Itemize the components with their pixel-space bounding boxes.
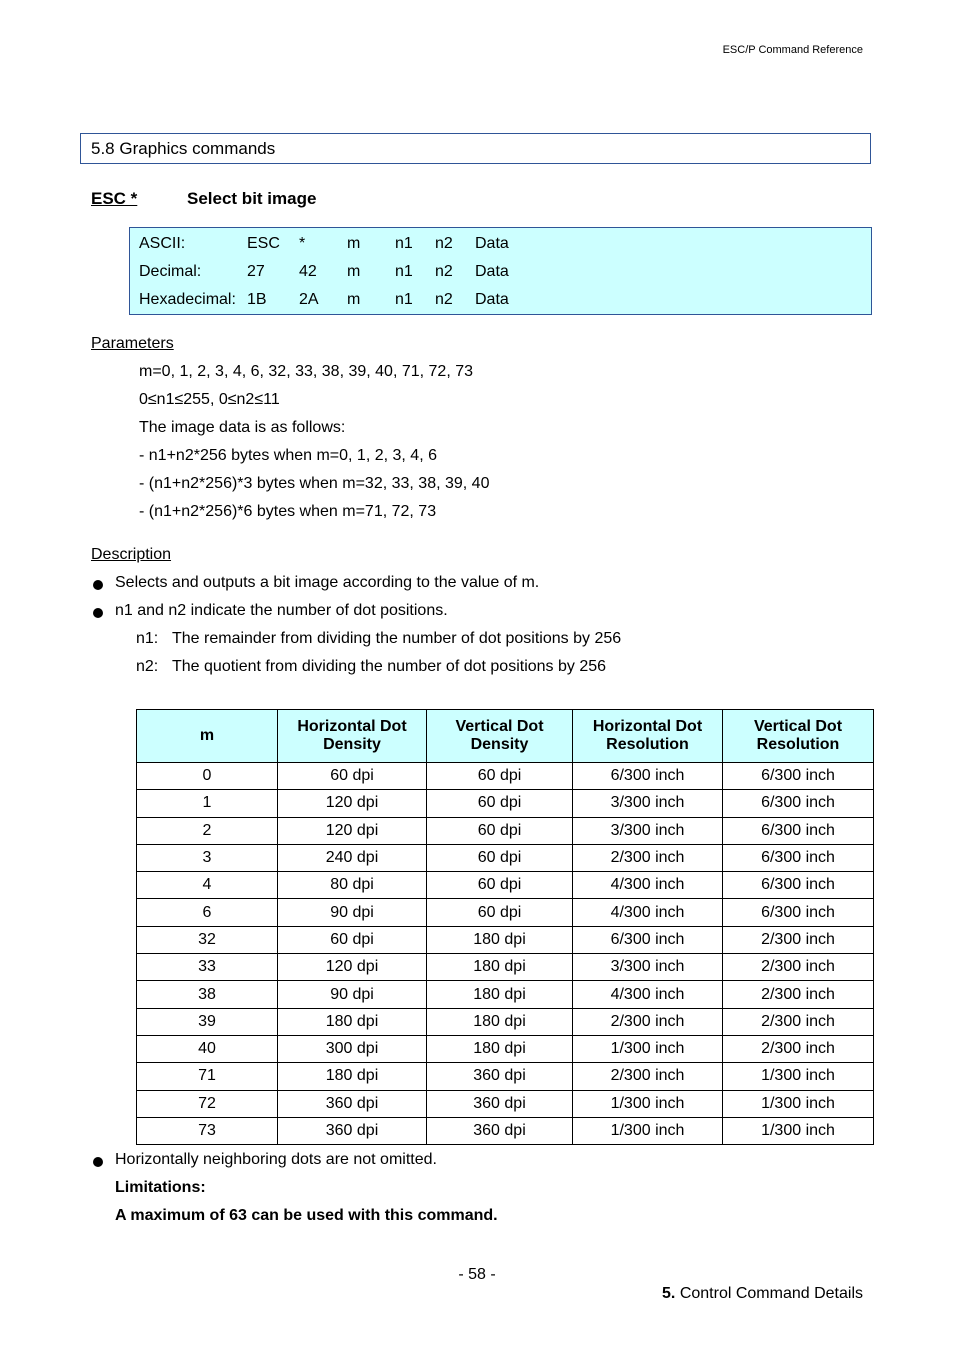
table-cell: 240 dpi: [278, 844, 427, 871]
table-cell: 360 dpi: [278, 1117, 427, 1144]
code-byte: n2: [435, 291, 453, 308]
table-row: [137, 926, 874, 953]
column-header: [278, 710, 427, 763]
code-label: Decimal:: [139, 263, 202, 280]
table-cell: 1/300 inch: [723, 1063, 874, 1090]
parameters-heading: Parameters: [91, 335, 174, 352]
running-header: ESC/P Command Reference: [722, 44, 863, 56]
code-row-hex: [130, 286, 871, 314]
table-cell: 40: [137, 1035, 278, 1062]
table-row: [137, 844, 874, 871]
table-cell: 6/300 inch: [723, 763, 874, 790]
command-name: Select bit image: [187, 189, 317, 208]
table-cell: 6/300 inch: [573, 926, 723, 953]
table-cell: 180 dpi: [427, 954, 573, 981]
table-cell: 180 dpi: [427, 1008, 573, 1035]
code-label: ASCII:: [139, 235, 186, 252]
table-cell: 300 dpi: [278, 1035, 427, 1062]
table-cell: 6/300 inch: [723, 899, 874, 926]
table-row: [137, 1035, 874, 1062]
table-cell: 120 dpi: [278, 790, 427, 817]
limitations-text: A maximum of 63 can be used with this command.: [115, 1207, 498, 1224]
table-header-row: [137, 710, 874, 763]
limitations-heading: Limitations:: [115, 1179, 206, 1196]
table-cell: 1/300 inch: [723, 1117, 874, 1144]
table-cell: 180 dpi: [278, 1008, 427, 1035]
table-cell: 180 dpi: [278, 1063, 427, 1090]
code-byte: n2: [435, 263, 453, 280]
code-byte: m: [347, 263, 361, 280]
table-cell: 6/300 inch: [723, 817, 874, 844]
table-cell: 0: [137, 763, 278, 790]
code-byte: Data: [475, 291, 509, 308]
column-header-label: Vertical Dot Density: [455, 718, 544, 753]
table-cell: 80 dpi: [278, 872, 427, 899]
table-row: [137, 872, 874, 899]
table-cell: 60 dpi: [427, 899, 573, 926]
code-byte: n2: [435, 235, 453, 252]
code-row-decimal: [130, 258, 871, 286]
table-cell: 90 dpi: [278, 981, 427, 1008]
code-byte: n1: [395, 235, 413, 252]
table-cell: 60 dpi: [427, 817, 573, 844]
table-cell: 4/300 inch: [573, 899, 723, 926]
table-cell: 3/300 inch: [573, 790, 723, 817]
table-cell: 33: [137, 954, 278, 981]
table-cell: 3/300 inch: [573, 954, 723, 981]
parameter-line: 0≤n1≤255, 0≤n2≤11: [139, 391, 280, 408]
code-byte: *: [299, 235, 306, 252]
table-cell: 1/300 inch: [723, 1090, 874, 1117]
section-title: 5.8 Graphics commands: [80, 133, 871, 164]
table-row: [137, 1090, 874, 1117]
code-byte: m: [347, 235, 361, 252]
code-byte: 2A: [299, 291, 319, 308]
command-code-box: [129, 227, 872, 315]
table-cell: 60 dpi: [427, 790, 573, 817]
column-header-label: Vertical Dot Resolution: [753, 718, 843, 753]
table-cell: 3/300 inch: [573, 817, 723, 844]
code-byte: Data: [475, 263, 509, 280]
code-byte: ESC: [247, 235, 280, 252]
dot-density-table: [136, 709, 874, 1145]
page-number: - 58 -: [458, 1266, 496, 1283]
code-byte: m: [347, 291, 361, 308]
table-cell: 60 dpi: [278, 926, 427, 953]
table-cell: 1/300 inch: [573, 1117, 723, 1144]
column-header: [573, 710, 723, 763]
table-cell: 120 dpi: [278, 817, 427, 844]
table-cell: 2/300 inch: [723, 926, 874, 953]
column-header-label: Horizontal Dot Resolution: [592, 718, 703, 753]
column-header: [137, 710, 278, 763]
chapter-footer: [662, 1285, 863, 1303]
code-byte: Data: [475, 235, 509, 252]
table-cell: 60 dpi: [427, 844, 573, 871]
table-cell: 6/300 inch: [723, 844, 874, 871]
n2-text: The quotient from dividing the number of dot positions by 256: [172, 658, 607, 675]
table-row: [137, 790, 874, 817]
column-header-label: m: [199, 727, 215, 744]
table-cell: 2: [137, 817, 278, 844]
table-cell: 72: [137, 1090, 278, 1117]
table-row: [137, 763, 874, 790]
n1-label: n1:: [136, 630, 159, 647]
n2-label: n2:: [136, 658, 159, 675]
table-cell: 180 dpi: [427, 926, 573, 953]
parameter-line: - n1+n2*256 bytes when m=0, 1, 2, 3, 4, 6: [139, 447, 437, 464]
table-cell: 73: [137, 1117, 278, 1144]
code-byte: n1: [395, 291, 413, 308]
table-cell: 60 dpi: [427, 763, 573, 790]
column-header: [723, 710, 874, 763]
table-cell: 90 dpi: [278, 899, 427, 926]
table-cell: 4/300 inch: [573, 981, 723, 1008]
table-cell: 120 dpi: [278, 954, 427, 981]
description-bullet: n1 and n2 indicate the number of dot positions.: [115, 602, 448, 619]
table-cell: 360 dpi: [427, 1063, 573, 1090]
table-cell: 180 dpi: [427, 1035, 573, 1062]
table-cell: 2/300 inch: [573, 844, 723, 871]
table-cell: 2/300 inch: [573, 1008, 723, 1035]
table-cell: 360 dpi: [278, 1090, 427, 1117]
table-cell: 1/300 inch: [573, 1035, 723, 1062]
table-cell: 3: [137, 844, 278, 871]
table-cell: 2/300 inch: [723, 1008, 874, 1035]
table-cell: 2/300 inch: [723, 954, 874, 981]
table-row: [137, 817, 874, 844]
table-cell: 6/300 inch: [723, 790, 874, 817]
table-cell: 71: [137, 1063, 278, 1090]
parameter-line: - (n1+n2*256)*3 bytes when m=32, 33, 38, 39, 40: [139, 475, 490, 492]
code-byte: 42: [299, 263, 317, 280]
parameter-line: m=0, 1, 2, 3, 4, 6, 32, 33, 38, 39, 40, 71, 72, 73: [139, 363, 474, 380]
table-cell: 360 dpi: [427, 1090, 573, 1117]
table-cell: 38: [137, 981, 278, 1008]
n1-text: The remainder from dividing the number of dot positions by 256: [172, 630, 622, 647]
table-cell: 32: [137, 926, 278, 953]
parameter-line: - (n1+n2*256)*6 bytes when m=71, 72, 73: [139, 503, 437, 520]
table-cell: 1/300 inch: [573, 1090, 723, 1117]
description-bullet: Selects and outputs a bit image according to the value of m.: [115, 574, 540, 591]
chapter-title: Control Command Details: [679, 1285, 863, 1302]
table-cell: 2/300 inch: [573, 1063, 723, 1090]
parameter-line: The image data is as follows:: [139, 419, 346, 436]
table-body: [137, 763, 874, 1145]
code-label: Hexadecimal:: [139, 291, 236, 308]
table-cell: 180 dpi: [427, 981, 573, 1008]
code-row-ascii: [130, 230, 871, 258]
note-bullet: Horizontally neighboring dots are not omitted.: [115, 1151, 437, 1168]
command-title: [91, 189, 317, 209]
table-row: [137, 1063, 874, 1090]
table-row: [137, 1008, 874, 1035]
column-header-label: Horizontal Dot Density: [297, 718, 407, 753]
table-cell: 4: [137, 872, 278, 899]
table-cell: 360 dpi: [427, 1117, 573, 1144]
description-heading: Description: [91, 546, 172, 563]
table-row: [137, 1117, 874, 1144]
table-cell: 6/300 inch: [723, 872, 874, 899]
code-byte: 1B: [247, 291, 267, 308]
table-cell: 60 dpi: [427, 872, 573, 899]
command-code: ESC *: [91, 189, 138, 208]
chapter-number: 5.: [662, 1285, 676, 1302]
code-byte: n1: [395, 263, 413, 280]
table-cell: 6/300 inch: [573, 763, 723, 790]
table-cell: 4/300 inch: [573, 872, 723, 899]
table-cell: 39: [137, 1008, 278, 1035]
code-byte: 27: [247, 263, 265, 280]
table-row: [137, 981, 874, 1008]
table-row: [137, 899, 874, 926]
table-row: [137, 954, 874, 981]
table-cell: 6: [137, 899, 278, 926]
table-cell: 2/300 inch: [723, 981, 874, 1008]
table-cell: 2/300 inch: [723, 1035, 874, 1062]
column-header: [427, 710, 573, 763]
table-cell: 60 dpi: [278, 763, 427, 790]
table-cell: 1: [137, 790, 278, 817]
